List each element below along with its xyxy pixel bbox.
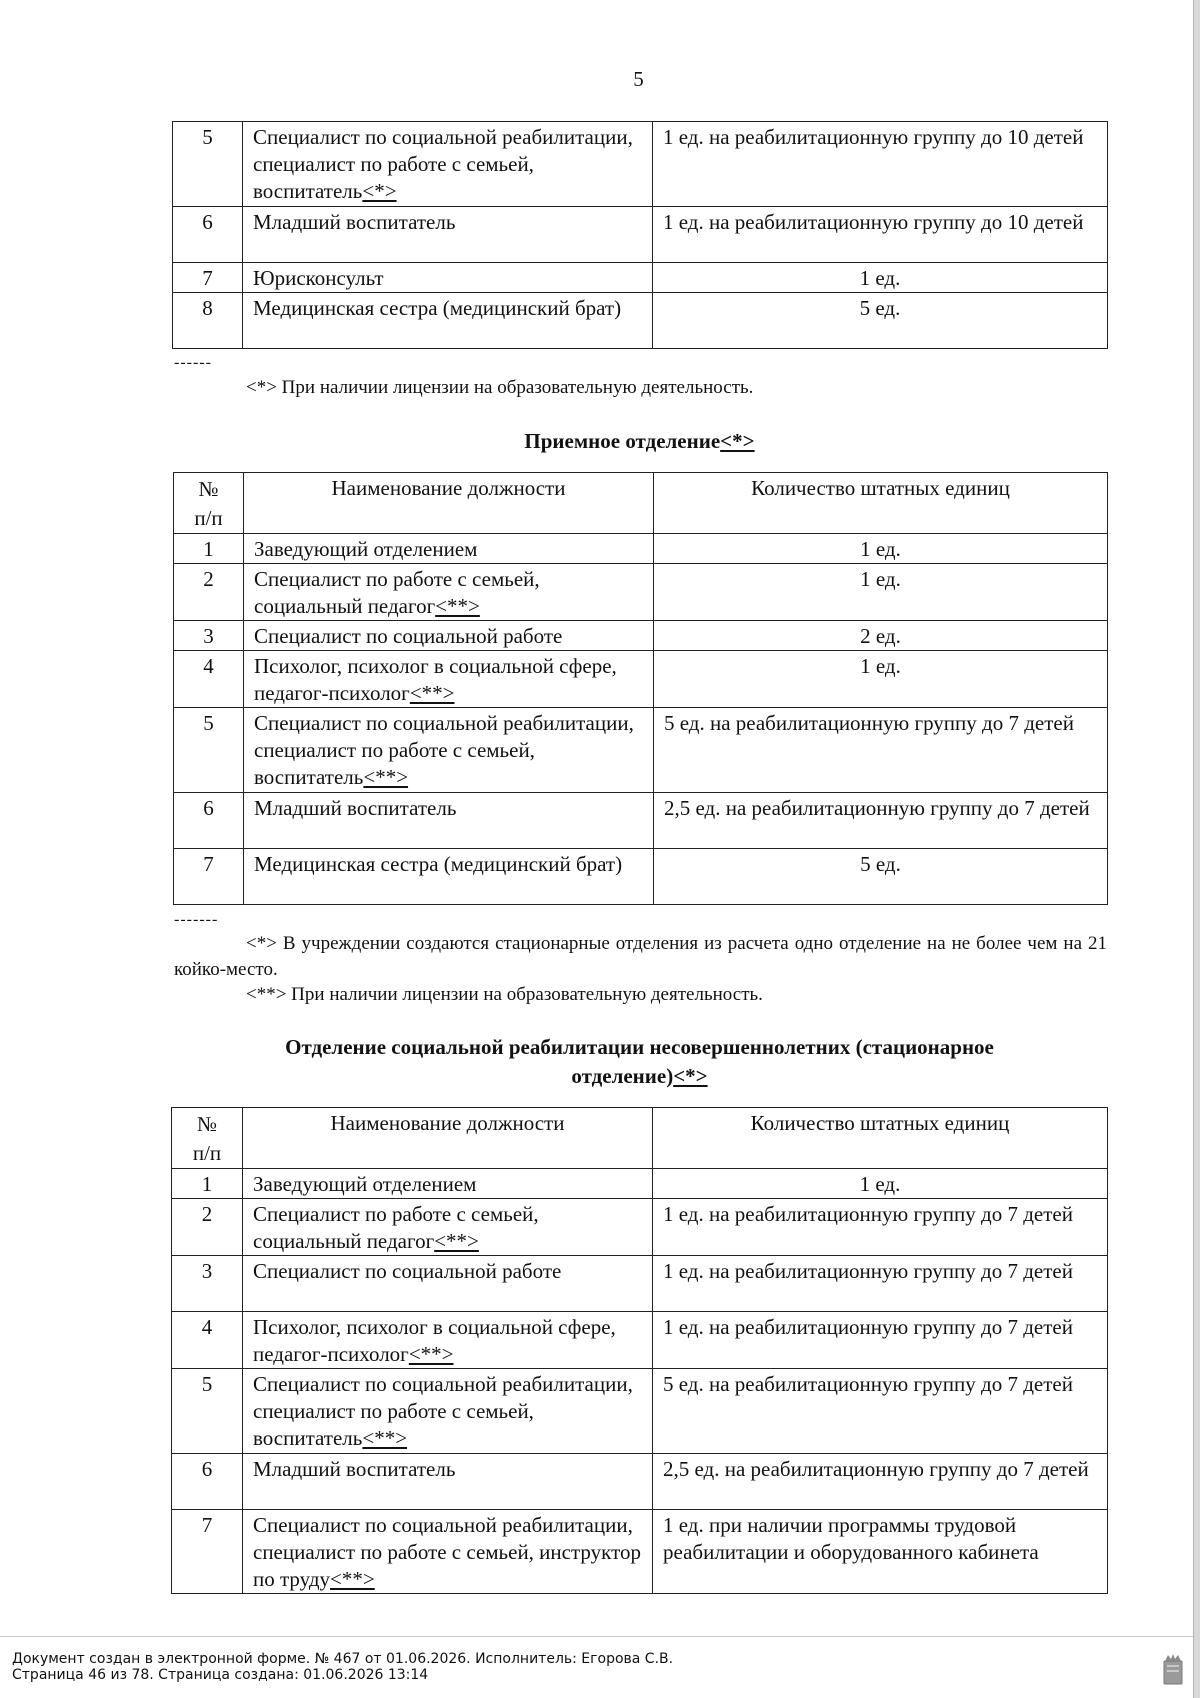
units-cell: 1 ед. [653,263,1108,293]
table-row [173,263,1108,293]
row-number: 2 [174,564,244,621]
units-cell: 1 ед. на реабилитационную группу до 7 детей [653,1199,1108,1256]
position-cell [243,293,653,349]
row-number: 2 [172,1199,243,1256]
units-cell: 2,5 ед. на реабилитационную группу до 7 детей [653,1454,1108,1510]
section-title-text: Приемное отделение [524,429,721,453]
section-title-ref: <*> [673,1064,708,1088]
header-position: Наименование должности [243,1108,653,1169]
footnote-separator: ------- [174,911,219,928]
row-number: 7 [172,1510,243,1594]
position-name: Юрисконсульт [253,266,384,290]
units-cell: 5 ед. на реабилитационную группу до 7 детей [653,1369,1108,1454]
position-name: Специалист по социальной работе [253,1259,562,1283]
section-title-reception [172,427,1107,456]
staff-table-reception [173,472,1108,905]
table-row [174,708,1108,793]
position-name: Специалист по социальной реабилитации, специалист по работе с семьей, инструктор по труду [253,1513,641,1591]
footer-document-info: Документ создан в электронной форме. № 467 от 01.06.2026. Исполнитель: Егорова С.В. [12,1651,674,1667]
table-row [174,793,1108,849]
table-row [173,207,1108,263]
section-title-line2: отделение) [571,1064,674,1088]
header-num: № п/п [194,477,223,530]
row-number: 5 [173,122,243,207]
header-num-cell [172,1108,243,1169]
header-units: Количество штатных единиц [654,473,1108,534]
units-cell: 1 ед. [653,1169,1108,1199]
row-number: 5 [174,708,244,793]
units-cell: 5 ед. [654,849,1108,905]
row-number: 3 [172,1256,243,1312]
table-header-row [172,1108,1108,1169]
table-row [174,849,1108,905]
position-cell [243,1169,653,1199]
position-cell [243,1312,653,1369]
footer-page-info: Страница 46 из 78. Страница создана: 01.06.2026 13:14 [12,1667,429,1683]
table-row [172,1256,1108,1312]
position-name: Медицинская сестра (медицинский брат) [254,852,623,876]
position-cell [244,708,654,793]
table-row [174,534,1108,564]
section-title-ref: <*> [720,429,755,453]
table-row [172,1454,1108,1510]
row-number: 4 [172,1312,243,1369]
position-cell [244,651,654,708]
units-cell: 1 ед. на реабилитационную группу до 7 детей [653,1256,1108,1312]
table-row [173,293,1108,349]
position-ref: <**> [363,765,409,789]
row-number: 8 [173,293,243,349]
footnote-separator: ------ [174,354,212,371]
units-cell: 2,5 ед. на реабилитационную группу до 7 детей [654,793,1108,849]
table-row [174,621,1108,651]
units-cell: 1 ед. на реабилитационную группу до 10 детей [653,207,1108,263]
table-row [172,1510,1108,1594]
position-name: Медицинская сестра (медицинский брат) [253,296,622,320]
position-name: Младший воспитатель [253,210,456,234]
position-name: Психолог, психолог в социальной сфере, педагог-психолог [253,1315,616,1366]
position-cell [244,849,654,905]
position-cell [243,1256,653,1312]
position-name: Специалист по социальной работе [254,624,563,648]
footnote-stationary: <*> В учреждении создаются стационарные отделения из расчета одно отделение на не более чем на 21 койко-место. [174,933,1107,980]
position-cell [244,564,654,621]
position-name: Специалист по социальной реабилитации, специалист по работе с семьей, воспитатель [254,711,634,789]
position-name: Психолог, психолог в социальной сфере, педагог-психолог [254,654,617,705]
position-cell [243,1369,653,1454]
header-num: № п/п [192,1112,222,1165]
position-name: Заведующий отделением [253,1172,477,1196]
row-number: 6 [172,1454,243,1510]
position-cell [244,621,654,651]
header-units: Количество штатных единиц [653,1108,1108,1169]
units-cell: 1 ед. при наличии программы трудовой реабилитации и оборудованного кабинета [653,1510,1108,1594]
units-cell: 1 ед. [654,651,1108,708]
position-cell [244,793,654,849]
table-row [172,1312,1108,1369]
units-cell: 5 ед. [653,293,1108,349]
header-position: Наименование должности [244,473,654,534]
units-cell: 1 ед. [654,564,1108,621]
row-number: 6 [174,793,244,849]
row-number: 7 [173,263,243,293]
units-cell: 5 ед. на реабилитационную группу до 7 детей [654,708,1108,793]
units-cell: 1 ед. на реабилитационную группу до 10 детей [653,122,1108,207]
position-cell [243,122,653,207]
position-ref: <**> [330,1567,375,1591]
position-ref: <**> [362,1426,408,1450]
table-row [172,1199,1108,1256]
table-row [173,122,1108,207]
position-ref: <**> [435,594,480,618]
row-number: 4 [174,651,244,708]
electronic-document-footer [0,1636,1193,1698]
row-number: 7 [174,849,244,905]
position-ref: <**> [409,681,455,705]
position-ref: <*> [362,179,397,203]
position-cell [243,1510,653,1594]
position-name: Специалист по социальной реабилитации, специалист по работе с семьей, воспитатель [253,125,633,203]
position-name: Младший воспитатель [253,1457,456,1481]
position-cell [243,1454,653,1510]
section-title-line1: Отделение социальной реабилитации несовершеннолетних (стационарное [285,1035,994,1059]
document-stamp-icon [1162,1653,1184,1685]
row-number: 1 [172,1169,243,1199]
position-cell [243,263,653,293]
table-row [174,564,1108,621]
position-ref: <**> [408,1342,454,1366]
position-name: Специалист по работе с семьей, социальный педагог [253,1202,539,1253]
row-number: 5 [172,1369,243,1454]
units-cell: 2 ед. [654,621,1108,651]
table-row [172,1369,1108,1454]
staff-table-continued [172,121,1108,349]
row-number: 3 [174,621,244,651]
page-number: 5 [633,67,644,91]
row-number: 1 [174,534,244,564]
staff-table-rehabilitation [171,1107,1108,1594]
table-row [174,651,1108,708]
position-cell [244,534,654,564]
footnote-license: <*> При наличии лицензии на образовательную деятельность. [246,377,754,398]
position-name: Заведующий отделением [254,537,478,561]
section-title-rehabilitation [172,1033,1107,1091]
header-num-cell [174,473,244,534]
position-name: Младший воспитатель [254,796,457,820]
position-name: Специалист по работе с семьей, социальный педагог [254,567,540,618]
position-ref: <**> [434,1229,479,1253]
units-cell: 1 ед. на реабилитационную группу до 7 детей [653,1312,1108,1369]
footnote-license: <**> При наличии лицензии на образовательную деятельность. [246,984,763,1005]
units-cell: 1 ед. [654,534,1108,564]
table-header-row [174,473,1108,534]
position-name: Специалист по социальной реабилитации, специалист по работе с семьей, воспитатель [253,1372,633,1450]
position-cell [243,207,653,263]
table-row [172,1169,1108,1199]
position-cell [243,1199,653,1256]
row-number: 6 [173,207,243,263]
